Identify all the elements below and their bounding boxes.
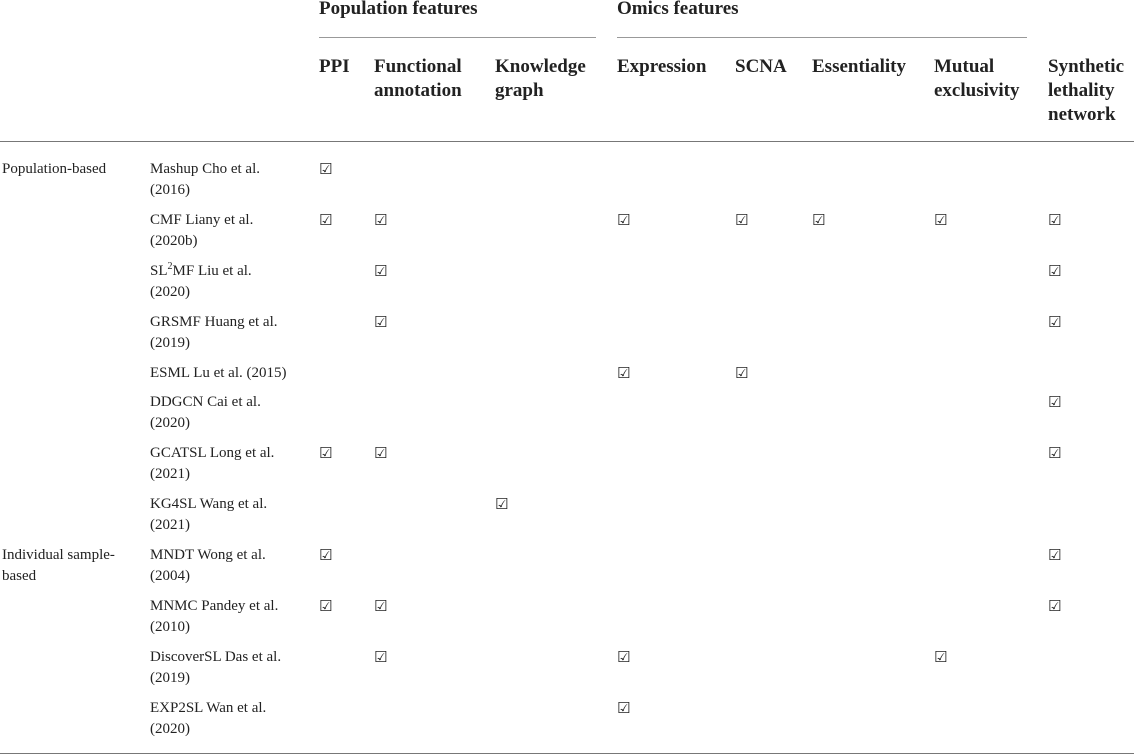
column-header: Mutual exclusivity <box>934 56 1020 101</box>
column-header: Functional annotation <box>374 56 462 101</box>
method-name-line1: MNDT Wong et al. <box>150 547 266 563</box>
checkbox-icon: ☑ <box>812 211 826 229</box>
method-name-line2: (2004) <box>150 568 190 584</box>
method-name-line2: (2021) <box>150 466 190 482</box>
method-name-line2: (2020b) <box>150 233 198 249</box>
group-underline-population <box>319 37 596 38</box>
checkbox-icon: ☑ <box>374 313 388 331</box>
checkbox-icon: ☑ <box>1048 313 1062 331</box>
checkbox-icon: ☑ <box>1048 597 1062 615</box>
method-name-line1 <box>150 261 310 282</box>
method-name <box>150 494 310 536</box>
method-name <box>150 443 310 485</box>
method-name-suffix: MF Liu et al. <box>172 263 252 279</box>
method-name-line2: (2020) <box>150 721 190 737</box>
checkbox-icon: ☑ <box>319 211 333 229</box>
column-header: Essentiality <box>812 56 906 77</box>
method-name-line2: (2020) <box>150 284 190 300</box>
category-individual-sample-based: Individual sample- based <box>2 547 115 584</box>
checkbox-icon: ☑ <box>934 211 948 229</box>
checkbox-icon: ☑ <box>374 211 388 229</box>
method-name-line1: GCATSL Long et al. <box>150 445 275 461</box>
method-name-line1: Mashup Cho et al. <box>150 161 260 177</box>
method-name-line1: MNMC Pandey et al. <box>150 598 279 614</box>
method-name-line2: (2020) <box>150 415 190 431</box>
bottom-rule <box>0 753 1134 754</box>
header-rule <box>0 141 1134 142</box>
checkbox-icon: ☑ <box>374 444 388 462</box>
column-header: Synthetic lethality network <box>1048 56 1124 125</box>
checkbox-icon: ☑ <box>735 211 749 229</box>
checkbox-icon: ☑ <box>319 160 333 178</box>
group-header-population: Population features <box>319 0 478 19</box>
method-name <box>150 392 310 434</box>
method-name-prefix: SL <box>150 263 168 279</box>
method-name-line1: EXP2SL Wan et al. <box>150 700 267 716</box>
method-name-line1: DiscoverSL Das et al. <box>150 649 282 665</box>
method-name-line2: (2010) <box>150 619 190 635</box>
checkbox-icon: ☑ <box>1048 393 1062 411</box>
column-header: SCNA <box>735 56 787 77</box>
group-underline-omics <box>617 37 1027 38</box>
column-header: Knowledge graph <box>495 56 586 101</box>
method-name <box>150 210 310 252</box>
category-population-based: Population-based <box>2 161 107 177</box>
method-name <box>150 596 310 638</box>
checkbox-icon: ☑ <box>495 495 509 513</box>
checkbox-icon: ☑ <box>934 648 948 666</box>
method-name <box>150 698 310 740</box>
checkbox-icon: ☑ <box>319 444 333 462</box>
method-name-line1: DDGCN Cai et al. <box>150 394 261 410</box>
method-name-line2: (2021) <box>150 517 190 533</box>
checkbox-icon: ☑ <box>617 648 631 666</box>
checkbox-icon: ☑ <box>319 546 333 564</box>
checkbox-icon: ☑ <box>617 211 631 229</box>
checkbox-icon: ☑ <box>1048 211 1062 229</box>
checkbox-icon: ☑ <box>1048 262 1062 280</box>
method-name-line2: (2019) <box>150 335 190 351</box>
method-name-line1: CMF Liany et al. <box>150 212 254 228</box>
checkbox-icon: ☑ <box>735 364 749 382</box>
method-name <box>150 647 310 689</box>
checkbox-icon: ☑ <box>1048 546 1062 564</box>
method-name <box>150 159 310 201</box>
method-name-line2: (2019) <box>150 670 190 686</box>
method-name <box>150 261 310 303</box>
method-name <box>150 545 310 587</box>
checkbox-icon: ☑ <box>319 597 333 615</box>
checkbox-icon: ☑ <box>374 648 388 666</box>
method-name-line1: ESML Lu et al. (2015) <box>150 365 287 381</box>
method-name-superscript: 2 <box>167 261 173 272</box>
method-name-line2: (2016) <box>150 182 190 198</box>
checkbox-icon: ☑ <box>1048 444 1062 462</box>
method-name <box>150 312 310 354</box>
column-header: Expression <box>617 56 707 77</box>
method-name <box>150 363 310 384</box>
column-header: PPI <box>319 56 350 77</box>
method-name-line1: GRSMF Huang et al. <box>150 314 278 330</box>
checkbox-icon: ☑ <box>617 699 631 717</box>
group-header-omics: Omics features <box>617 0 739 19</box>
method-name-line1: KG4SL Wang et al. <box>150 496 268 512</box>
checkbox-icon: ☑ <box>617 364 631 382</box>
checkbox-icon: ☑ <box>374 597 388 615</box>
checkbox-icon: ☑ <box>374 262 388 280</box>
